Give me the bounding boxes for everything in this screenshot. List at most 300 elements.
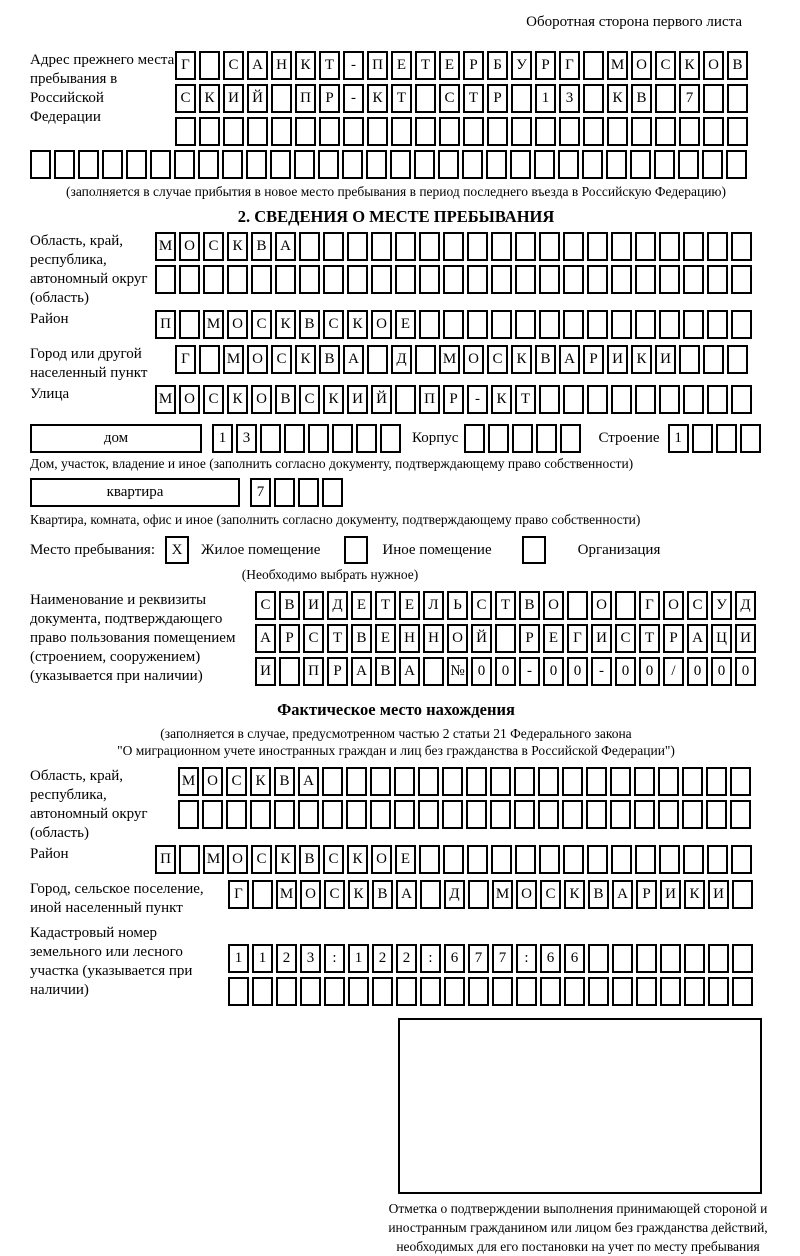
- char-box[interactable]: К: [347, 845, 368, 874]
- char-box[interactable]: [203, 265, 224, 294]
- char-box[interactable]: 0: [711, 657, 732, 686]
- char-box[interactable]: [707, 232, 728, 261]
- checkbox-organization[interactable]: [522, 536, 546, 564]
- char-box[interactable]: [703, 84, 724, 113]
- char-box[interactable]: [395, 232, 416, 261]
- char-box[interactable]: [294, 150, 315, 179]
- char-box[interactable]: [655, 117, 676, 146]
- char-box[interactable]: [323, 265, 344, 294]
- char-box[interactable]: [611, 265, 632, 294]
- char-box[interactable]: [635, 385, 656, 414]
- char-box[interactable]: [515, 232, 536, 261]
- char-box[interactable]: :: [516, 944, 537, 973]
- char-box[interactable]: [174, 150, 195, 179]
- char-box[interactable]: М: [492, 880, 513, 909]
- char-box[interactable]: [418, 767, 439, 796]
- char-box[interactable]: [732, 880, 753, 909]
- char-box[interactable]: [610, 767, 631, 796]
- char-box[interactable]: [703, 117, 724, 146]
- char-box[interactable]: [707, 845, 728, 874]
- char-box[interactable]: К: [250, 767, 271, 796]
- char-box[interactable]: К: [347, 310, 368, 339]
- char-box[interactable]: [538, 767, 559, 796]
- char-box[interactable]: Р: [663, 624, 684, 653]
- char-box[interactable]: Д: [327, 591, 348, 620]
- char-box[interactable]: [655, 84, 676, 113]
- char-box[interactable]: [179, 265, 200, 294]
- char-box[interactable]: [514, 767, 535, 796]
- char-box[interactable]: [423, 657, 444, 686]
- char-box[interactable]: С: [540, 880, 561, 909]
- char-box[interactable]: В: [375, 657, 396, 686]
- char-box[interactable]: О: [371, 310, 392, 339]
- char-box[interactable]: [558, 150, 579, 179]
- char-box[interactable]: В: [519, 591, 540, 620]
- char-box[interactable]: [490, 767, 511, 796]
- char-box[interactable]: [587, 265, 608, 294]
- char-box[interactable]: 7: [492, 944, 513, 973]
- char-box[interactable]: [588, 944, 609, 973]
- char-box[interactable]: [395, 385, 416, 414]
- char-box[interactable]: [318, 150, 339, 179]
- char-box[interactable]: Т: [415, 51, 436, 80]
- char-box[interactable]: [682, 767, 703, 796]
- char-box[interactable]: Р: [443, 385, 464, 414]
- char-box[interactable]: С: [203, 232, 224, 261]
- char-box[interactable]: М: [439, 345, 460, 374]
- char-box[interactable]: [299, 232, 320, 261]
- char-box[interactable]: [394, 800, 415, 829]
- char-box[interactable]: М: [155, 232, 176, 261]
- char-box[interactable]: [582, 150, 603, 179]
- char-box[interactable]: Е: [439, 51, 460, 80]
- char-box[interactable]: К: [295, 345, 316, 374]
- char-box[interactable]: №: [447, 657, 468, 686]
- char-box[interactable]: [562, 800, 583, 829]
- char-box[interactable]: М: [607, 51, 628, 80]
- char-box[interactable]: 0: [543, 657, 564, 686]
- char-box[interactable]: [308, 424, 329, 453]
- char-box[interactable]: В: [351, 624, 372, 653]
- char-box[interactable]: А: [687, 624, 708, 653]
- char-box[interactable]: И: [347, 385, 368, 414]
- char-box[interactable]: В: [251, 232, 272, 261]
- char-box[interactable]: [684, 977, 705, 1006]
- char-box[interactable]: [659, 385, 680, 414]
- char-box[interactable]: Т: [319, 51, 340, 80]
- char-box[interactable]: [611, 310, 632, 339]
- char-box[interactable]: [491, 310, 512, 339]
- char-box[interactable]: /: [663, 657, 684, 686]
- char-box[interactable]: [346, 800, 367, 829]
- char-box[interactable]: 7: [468, 944, 489, 973]
- char-box[interactable]: А: [612, 880, 633, 909]
- char-box[interactable]: В: [535, 345, 556, 374]
- char-box[interactable]: [442, 767, 463, 796]
- char-box[interactable]: [634, 767, 655, 796]
- char-box[interactable]: С: [299, 385, 320, 414]
- char-box[interactable]: [684, 944, 705, 973]
- char-box[interactable]: Т: [515, 385, 536, 414]
- char-box[interactable]: А: [275, 232, 296, 261]
- char-box[interactable]: [683, 385, 704, 414]
- char-box[interactable]: [487, 117, 508, 146]
- char-box[interactable]: [488, 424, 509, 453]
- char-box[interactable]: [491, 845, 512, 874]
- char-box[interactable]: [730, 767, 751, 796]
- char-box[interactable]: [611, 232, 632, 261]
- char-box[interactable]: К: [684, 880, 705, 909]
- checkbox-other-premises[interactable]: [344, 536, 368, 564]
- char-box[interactable]: [511, 84, 532, 113]
- char-box[interactable]: Р: [636, 880, 657, 909]
- char-box[interactable]: О: [703, 51, 724, 80]
- char-box[interactable]: [372, 977, 393, 1006]
- char-box[interactable]: П: [155, 310, 176, 339]
- char-box[interactable]: [390, 150, 411, 179]
- char-box[interactable]: 0: [615, 657, 636, 686]
- char-box[interactable]: [420, 977, 441, 1006]
- char-box[interactable]: В: [274, 767, 295, 796]
- char-box[interactable]: [251, 265, 272, 294]
- char-box[interactable]: [466, 767, 487, 796]
- char-box[interactable]: 0: [687, 657, 708, 686]
- char-box[interactable]: [295, 117, 316, 146]
- char-box[interactable]: [443, 310, 464, 339]
- char-box[interactable]: [678, 150, 699, 179]
- char-box[interactable]: [515, 265, 536, 294]
- char-box[interactable]: О: [516, 880, 537, 909]
- char-box[interactable]: [491, 265, 512, 294]
- char-box[interactable]: Ц: [711, 624, 732, 653]
- char-box[interactable]: -: [519, 657, 540, 686]
- char-box[interactable]: [274, 800, 295, 829]
- char-box[interactable]: [635, 310, 656, 339]
- char-box[interactable]: -: [343, 51, 364, 80]
- char-box[interactable]: [610, 800, 631, 829]
- char-box[interactable]: [692, 424, 713, 453]
- char-box[interactable]: О: [463, 345, 484, 374]
- char-box[interactable]: [462, 150, 483, 179]
- char-box[interactable]: [707, 385, 728, 414]
- char-box[interactable]: И: [303, 591, 324, 620]
- char-box[interactable]: В: [299, 310, 320, 339]
- char-box[interactable]: О: [543, 591, 564, 620]
- char-box[interactable]: К: [679, 51, 700, 80]
- char-box[interactable]: [298, 800, 319, 829]
- char-box[interactable]: И: [255, 657, 276, 686]
- char-box[interactable]: К: [227, 385, 248, 414]
- char-box[interactable]: К: [295, 51, 316, 80]
- char-box[interactable]: К: [367, 84, 388, 113]
- char-box[interactable]: [284, 424, 305, 453]
- checkbox-residential[interactable]: X: [165, 536, 189, 564]
- char-box[interactable]: [612, 944, 633, 973]
- char-box[interactable]: [342, 150, 363, 179]
- char-box[interactable]: [615, 591, 636, 620]
- char-box[interactable]: [198, 150, 219, 179]
- char-box[interactable]: Е: [395, 845, 416, 874]
- char-box[interactable]: В: [275, 385, 296, 414]
- char-box[interactable]: [606, 150, 627, 179]
- char-box[interactable]: Т: [639, 624, 660, 653]
- char-box[interactable]: [611, 845, 632, 874]
- char-box[interactable]: [246, 150, 267, 179]
- char-box[interactable]: [223, 117, 244, 146]
- char-box[interactable]: Е: [399, 591, 420, 620]
- char-box[interactable]: [706, 800, 727, 829]
- char-box[interactable]: [636, 977, 657, 1006]
- char-box[interactable]: [395, 265, 416, 294]
- char-box[interactable]: [727, 345, 748, 374]
- char-box[interactable]: [560, 424, 581, 453]
- char-box[interactable]: [534, 150, 555, 179]
- char-box[interactable]: Д: [735, 591, 756, 620]
- char-box[interactable]: А: [247, 51, 268, 80]
- char-box[interactable]: 7: [679, 84, 700, 113]
- char-box[interactable]: [322, 478, 343, 507]
- char-box[interactable]: С: [223, 51, 244, 80]
- char-box[interactable]: [367, 117, 388, 146]
- char-box[interactable]: М: [203, 845, 224, 874]
- char-box[interactable]: К: [275, 845, 296, 874]
- char-box[interactable]: [443, 232, 464, 261]
- char-box[interactable]: [415, 117, 436, 146]
- char-box[interactable]: В: [319, 345, 340, 374]
- char-box[interactable]: С: [439, 84, 460, 113]
- char-box[interactable]: С: [323, 310, 344, 339]
- char-box[interactable]: [726, 150, 747, 179]
- char-box[interactable]: [346, 767, 367, 796]
- char-box[interactable]: [391, 117, 412, 146]
- char-box[interactable]: [466, 800, 487, 829]
- char-box[interactable]: М: [178, 767, 199, 796]
- char-box[interactable]: [227, 265, 248, 294]
- char-box[interactable]: Г: [559, 51, 580, 80]
- char-box[interactable]: [199, 51, 220, 80]
- char-box[interactable]: [371, 265, 392, 294]
- char-box[interactable]: [512, 424, 533, 453]
- char-box[interactable]: [635, 845, 656, 874]
- char-box[interactable]: [443, 265, 464, 294]
- char-box[interactable]: С: [687, 591, 708, 620]
- char-box[interactable]: Р: [327, 657, 348, 686]
- char-box[interactable]: О: [202, 767, 223, 796]
- char-box[interactable]: Т: [391, 84, 412, 113]
- char-box[interactable]: [630, 150, 651, 179]
- char-box[interactable]: С: [255, 591, 276, 620]
- char-box[interactable]: 3: [300, 944, 321, 973]
- char-box[interactable]: [567, 591, 588, 620]
- char-box[interactable]: М: [203, 310, 224, 339]
- char-box[interactable]: Д: [391, 345, 412, 374]
- char-box[interactable]: [155, 265, 176, 294]
- char-box[interactable]: [298, 478, 319, 507]
- char-box[interactable]: [179, 845, 200, 874]
- char-box[interactable]: В: [279, 591, 300, 620]
- char-box[interactable]: Й: [471, 624, 492, 653]
- char-box[interactable]: О: [247, 345, 268, 374]
- char-box[interactable]: М: [276, 880, 297, 909]
- char-box[interactable]: С: [303, 624, 324, 653]
- char-box[interactable]: Р: [319, 84, 340, 113]
- char-box[interactable]: [740, 424, 761, 453]
- char-box[interactable]: [659, 845, 680, 874]
- char-box[interactable]: И: [708, 880, 729, 909]
- char-box[interactable]: [228, 977, 249, 1006]
- char-box[interactable]: [348, 977, 369, 1006]
- char-box[interactable]: О: [663, 591, 684, 620]
- char-box[interactable]: С: [251, 310, 272, 339]
- char-box[interactable]: [415, 84, 436, 113]
- char-box[interactable]: 6: [444, 944, 465, 973]
- char-box[interactable]: К: [491, 385, 512, 414]
- char-box[interactable]: 1: [668, 424, 689, 453]
- char-box[interactable]: [708, 977, 729, 1006]
- char-box[interactable]: 2: [276, 944, 297, 973]
- char-box[interactable]: [707, 265, 728, 294]
- char-box[interactable]: [563, 232, 584, 261]
- char-box[interactable]: О: [447, 624, 468, 653]
- char-box[interactable]: [319, 117, 340, 146]
- char-box[interactable]: Г: [175, 345, 196, 374]
- char-box[interactable]: [367, 345, 388, 374]
- char-box[interactable]: А: [396, 880, 417, 909]
- char-box[interactable]: 2: [396, 944, 417, 973]
- char-box[interactable]: Т: [495, 591, 516, 620]
- char-box[interactable]: [252, 977, 273, 1006]
- char-box[interactable]: [634, 800, 655, 829]
- char-box[interactable]: 0: [495, 657, 516, 686]
- char-box[interactable]: С: [251, 845, 272, 874]
- char-box[interactable]: И: [735, 624, 756, 653]
- char-box[interactable]: [515, 845, 536, 874]
- char-box[interactable]: Р: [583, 345, 604, 374]
- char-box[interactable]: О: [227, 845, 248, 874]
- char-box[interactable]: К: [323, 385, 344, 414]
- char-box[interactable]: [607, 117, 628, 146]
- char-box[interactable]: П: [155, 845, 176, 874]
- char-box[interactable]: [419, 845, 440, 874]
- char-box[interactable]: [419, 232, 440, 261]
- char-box[interactable]: [731, 385, 752, 414]
- char-box[interactable]: И: [655, 345, 676, 374]
- char-box[interactable]: Р: [487, 84, 508, 113]
- char-box[interactable]: [658, 800, 679, 829]
- char-box[interactable]: [587, 232, 608, 261]
- char-box[interactable]: [515, 310, 536, 339]
- char-box[interactable]: И: [660, 880, 681, 909]
- char-box[interactable]: [563, 385, 584, 414]
- char-box[interactable]: [535, 117, 556, 146]
- char-box[interactable]: [420, 880, 441, 909]
- char-box[interactable]: Е: [395, 310, 416, 339]
- char-box[interactable]: А: [255, 624, 276, 653]
- char-box[interactable]: [539, 232, 560, 261]
- char-box[interactable]: [276, 977, 297, 1006]
- char-box[interactable]: -: [467, 385, 488, 414]
- char-box[interactable]: [467, 265, 488, 294]
- char-box[interactable]: Г: [567, 624, 588, 653]
- char-box[interactable]: [250, 800, 271, 829]
- char-box[interactable]: [467, 310, 488, 339]
- char-box[interactable]: С: [323, 845, 344, 874]
- char-box[interactable]: [563, 265, 584, 294]
- char-box[interactable]: Р: [535, 51, 556, 80]
- char-box[interactable]: А: [343, 345, 364, 374]
- char-box[interactable]: С: [226, 767, 247, 796]
- char-box[interactable]: [271, 84, 292, 113]
- char-box[interactable]: Й: [371, 385, 392, 414]
- char-box[interactable]: С: [203, 385, 224, 414]
- char-box[interactable]: [347, 232, 368, 261]
- char-box[interactable]: В: [727, 51, 748, 80]
- char-box[interactable]: [612, 977, 633, 1006]
- char-box[interactable]: О: [251, 385, 272, 414]
- char-box[interactable]: 6: [564, 944, 585, 973]
- char-box[interactable]: Г: [639, 591, 660, 620]
- char-box[interactable]: [271, 117, 292, 146]
- char-box[interactable]: И: [591, 624, 612, 653]
- char-box[interactable]: [442, 800, 463, 829]
- char-box[interactable]: Н: [399, 624, 420, 653]
- char-box[interactable]: [126, 150, 147, 179]
- char-box[interactable]: Е: [543, 624, 564, 653]
- char-box[interactable]: [586, 800, 607, 829]
- char-box[interactable]: [394, 767, 415, 796]
- char-box[interactable]: [559, 117, 580, 146]
- char-box[interactable]: 1: [348, 944, 369, 973]
- char-box[interactable]: 3: [236, 424, 257, 453]
- char-box[interactable]: [658, 767, 679, 796]
- char-box[interactable]: [179, 310, 200, 339]
- char-box[interactable]: К: [199, 84, 220, 113]
- char-box[interactable]: [322, 800, 343, 829]
- char-box[interactable]: [102, 150, 123, 179]
- char-box[interactable]: -: [343, 84, 364, 113]
- char-box[interactable]: [635, 232, 656, 261]
- char-box[interactable]: [564, 977, 585, 1006]
- char-box[interactable]: Р: [463, 51, 484, 80]
- char-box[interactable]: [583, 51, 604, 80]
- char-box[interactable]: [683, 310, 704, 339]
- char-box[interactable]: 1: [212, 424, 233, 453]
- char-box[interactable]: [511, 117, 532, 146]
- char-box[interactable]: 1: [535, 84, 556, 113]
- char-box[interactable]: А: [351, 657, 372, 686]
- char-box[interactable]: С: [655, 51, 676, 80]
- char-box[interactable]: С: [175, 84, 196, 113]
- char-box[interactable]: [178, 800, 199, 829]
- char-box[interactable]: [30, 150, 51, 179]
- char-box[interactable]: [679, 117, 700, 146]
- char-box[interactable]: [702, 150, 723, 179]
- char-box[interactable]: [586, 767, 607, 796]
- char-box[interactable]: [300, 977, 321, 1006]
- char-box[interactable]: О: [227, 310, 248, 339]
- char-box[interactable]: [468, 880, 489, 909]
- char-box[interactable]: [380, 424, 401, 453]
- char-box[interactable]: [731, 310, 752, 339]
- char-box[interactable]: С: [487, 345, 508, 374]
- char-box[interactable]: [438, 150, 459, 179]
- char-box[interactable]: [583, 84, 604, 113]
- char-box[interactable]: [468, 977, 489, 1006]
- char-box[interactable]: [587, 310, 608, 339]
- char-box[interactable]: [659, 232, 680, 261]
- char-box[interactable]: 1: [252, 944, 273, 973]
- char-box[interactable]: [510, 150, 531, 179]
